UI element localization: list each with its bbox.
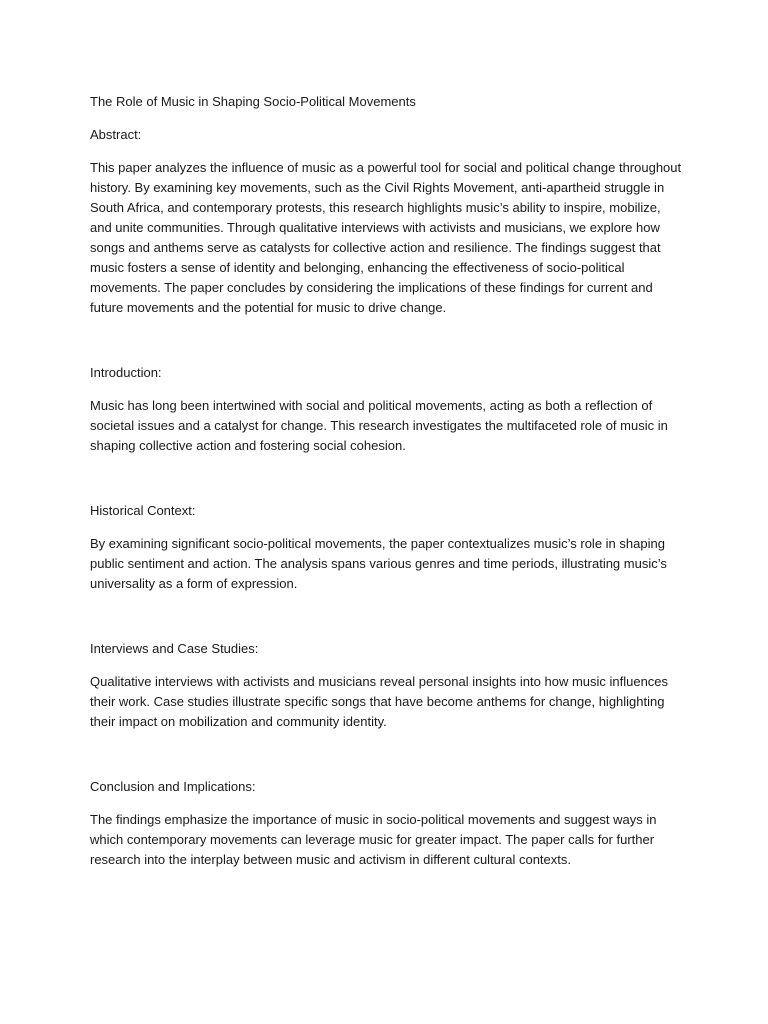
document-content	[90, 92, 682, 915]
document-title: The Role of Music in Shaping Socio-Political Movements	[90, 94, 416, 109]
section-heading-interviews-case-studies: Interviews and Case Studies:	[90, 641, 259, 656]
section-body-introduction: Music has long been intertwined with social and political movements, acting as both a reflection of societal issues and a catalyst for change. This research investigates the multifaceted role of music in shaping collective action and fostering social cohesion.	[90, 398, 668, 453]
section-heading-introduction: Introduction:	[90, 365, 162, 380]
section-body-conclusion-implications: The findings emphasize the importance of music in socio-political movements and suggest ways in which contemporary movements can leverage music for greater impact. The paper calls for further research into the interplay between music and activism in different cultural contexts.	[90, 812, 657, 867]
section-body-interviews-case-studies: Qualitative interviews with activists and musicians reveal personal insights into how music influences their work. Case studies illustrate specific songs that have become anthems for change, highlighting their impact on mobilization and community identity.	[90, 674, 669, 729]
section-body-historical-context: By examining significant socio-political movements, the paper contextualizes music’s role in shaping public sentiment and action. The analysis spans various genres and time periods, illustrating music’s universality as a form of expression.	[90, 536, 667, 591]
section-heading-conclusion-implications: Conclusion and Implications:	[90, 779, 256, 794]
section-body-abstract: This paper analyzes the influence of music as a powerful tool for social and political change throughout history. By examining key movements, such as the Civil Rights Movement, anti-apartheid struggle in South Africa, and contemporary protests, this research highlights music’s ability to inspire, mobilize, and unite communities. Through qualitative interviews with activists and musicians, we explore how songs and anthems serve as catalysts for collective action and resilience. The findings suggest that music fosters a sense of identity and belonging, enhancing the effectiveness of socio-political movements. The paper concludes by considering the implications of these findings for current and future movements and the potential for music to drive change.	[90, 160, 682, 315]
section-heading-abstract: Abstract:	[90, 127, 142, 142]
section-heading-historical-context: Historical Context:	[90, 503, 196, 518]
